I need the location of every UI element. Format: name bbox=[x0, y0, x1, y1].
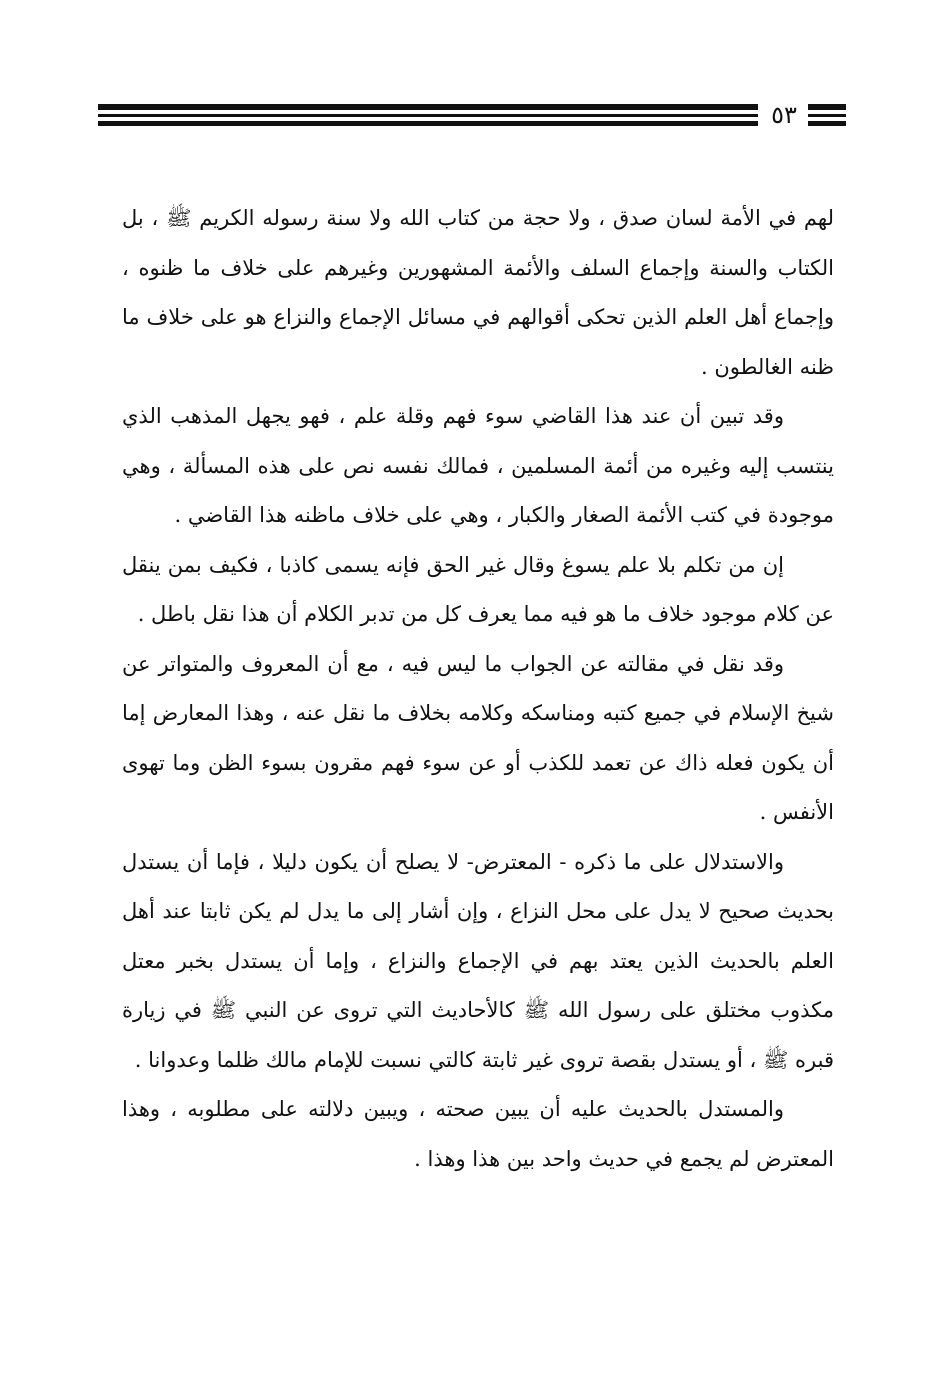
paragraph: إن من تكلم بلا علم يسوغ وقال غير الحق فإنه يسمى كاذبا ، فكيف بمن ينقل عن كلام موجود خلاف ما هو فيه مما يعرف كل من تدبر الكلام أن هذا نقل باطل . bbox=[122, 552, 834, 626]
page-header bbox=[98, 100, 846, 130]
paragraph: والاستدلال على ما ذكره - المعترض- لا يصلح أن يكون دليلا ، فإما أن يستدل بحديث صحيح لا يدل على محل النزاع ، وإن أشار إلى ما يدل لم يكن ثابتا عند أهل العلم بالحديث الذين يعتد بهم في الإجماع والنزاع ، وإما أن يستدل بخبر معتل مكذوب مختلق على رسول الله ﷺ كالأحاديث التي تروى عن النبي ﷺ في زيارة قبره ﷺ ، أو يستدل بقصة تروى غير ثابتة كالتي نسبت للإمام مالك ظلما وعدوانا . bbox=[122, 849, 834, 1072]
page-number: ٥٣ bbox=[771, 101, 797, 129]
header-rule-short bbox=[808, 121, 846, 126]
page-body bbox=[122, 194, 834, 1184]
header-rule-short bbox=[808, 104, 846, 110]
paragraph: وقد تبين أن عند هذا القاضي سوء فهم وقلة علم ، فهو يجهل المذهب الذي ينتسب إليه وغيره من أئمة المسلمين ، فمالك نفسه نص على هذه المسألة ، وهي موجودة في كتب الأئمة الصغار والكبار ، وهي على خلاف ماظنه هذا القاضي . bbox=[122, 404, 834, 527]
paragraph: والمستدل بالحديث عليه أن يبين صحته ، ويبين دلالته على مطلوبه ، وهذا المعترض لم يجمع في حديث واحد بين هذا وهذا . bbox=[122, 1097, 834, 1171]
paragraph: لهم في الأمة لسان صدق ، ولا حجة من كتاب الله ولا سنة رسوله الكريم ﷺ ، بل الكتاب والسنة وإجماع السلف والأئمة المشهورين وغيرهم على خلاف ما ظنوه ، وإجماع أهل العلم الذين تحكى أقوالهم في مسائل الإجماع والنزاع هو على خلاف ما ظنه الغالطون . bbox=[122, 206, 834, 379]
header-rule-short bbox=[808, 114, 846, 117]
header-rule-thick bbox=[98, 104, 758, 110]
header-rule-thick bbox=[98, 121, 758, 126]
header-rule-thin bbox=[98, 114, 758, 117]
paragraph: وقد نقل في مقالته عن الجواب ما ليس فيه ، مع أن المعروف والمتواتر عن شيخ الإسلام في جميع كتبه ومناسكه وكلامه بخلاف ما نقل عنه ، وهذا المعارض إما أن يكون فعله ذاك عن تعمد للكذب أو عن سوء فهم مقرون بسوء الظن وما تهوى الأنفس . bbox=[122, 651, 834, 824]
